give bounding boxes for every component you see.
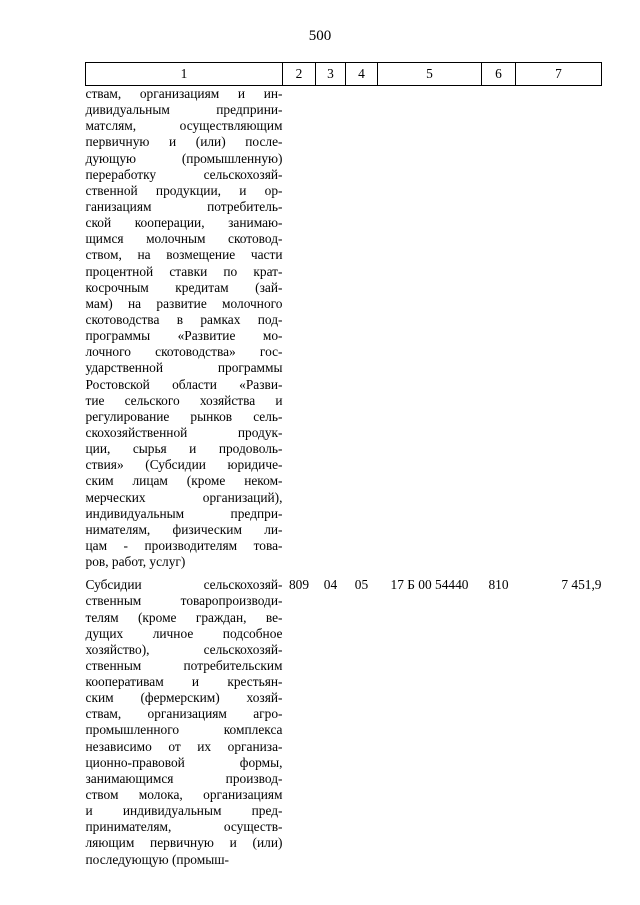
section-code <box>316 86 346 571</box>
description-line: последующую (промыш- <box>85 851 229 867</box>
description-line: первичную и (или) после- <box>85 134 283 150</box>
description-line: регулирование рынков сель- <box>85 408 283 424</box>
description-line: ганизациям потребитель- <box>85 198 283 214</box>
page-number: 500 <box>308 28 332 44</box>
description-line: программы «Развитие мо- <box>85 328 283 344</box>
description-line: ством молока, организациям <box>85 787 283 803</box>
budget-table <box>85 62 602 868</box>
description-line: скотоводства в рамках под- <box>85 311 283 327</box>
header-col-4: 4 <box>346 63 378 86</box>
description-line: дующую (промышленную) <box>85 150 283 166</box>
header-col-6: 6 <box>482 63 516 86</box>
description-line: ским лицам (кроме неком- <box>85 473 283 489</box>
expense-type-code <box>482 86 516 571</box>
table-row <box>86 570 602 868</box>
description-line: промышленного комплекса <box>85 722 283 738</box>
subsection-code: 05 <box>354 577 369 593</box>
section-code: 04 <box>323 577 338 593</box>
target-article-code: 17 Б 00 54440 <box>390 577 469 593</box>
description-line: независимо от их организа- <box>85 738 283 754</box>
subsection-code <box>346 86 378 571</box>
header-col-5: 5 <box>378 63 482 86</box>
description-line: ствия» (Субсидии юридиче- <box>85 457 283 473</box>
description-line: индивидуальным предпри- <box>85 505 283 521</box>
description-line: ской кооперации, занимаю- <box>85 215 283 231</box>
description-line: тие сельского хозяйства и <box>85 392 283 408</box>
amount: 7 451,9 <box>561 577 602 593</box>
description-line: матслям, осуществляющим <box>85 118 283 134</box>
target-article-code <box>378 86 482 571</box>
description-line: Ростовской области «Разви- <box>85 376 283 392</box>
ministry-code: 809 <box>288 577 310 593</box>
description-line: ским (фермерским) хозяй- <box>85 690 283 706</box>
description-line: переработку сельскохозяй- <box>85 166 283 182</box>
description-line: дущих личное подсобное <box>85 625 283 641</box>
description-line: ством, на возмещение части <box>85 247 283 263</box>
description-line: Субсидии сельскохозяй- <box>85 577 283 593</box>
description-line: скохозяйственной продук- <box>85 424 283 440</box>
description-line: мам) на развитие молочного <box>85 295 283 311</box>
header-row <box>86 63 602 86</box>
header-col-3: 3 <box>316 63 346 86</box>
description-line: цам - производителям това- <box>85 537 283 553</box>
table-row <box>86 86 602 571</box>
description-line: ции, сырья и продоволь- <box>85 441 283 457</box>
description-line: косрочным кредитам (зай- <box>85 279 283 295</box>
description-line: ционно-правовой формы, <box>85 754 283 770</box>
description-line: мерческих организаций), <box>85 489 283 505</box>
ministry-code <box>283 86 316 571</box>
header-col-2: 2 <box>283 63 316 86</box>
amount <box>516 86 602 571</box>
header-col-1: 1 <box>86 63 283 86</box>
description-line: ственной продукции, и ор- <box>85 182 283 198</box>
description-line: занимающимся производ- <box>85 770 283 786</box>
description-line: ствам, организациям агро- <box>85 706 283 722</box>
description-line: ров, работ, услуг) <box>85 554 186 570</box>
row-description <box>86 86 283 571</box>
description-line: нимателям, физическим ли- <box>85 521 283 537</box>
description-line: ственным потребительским <box>85 657 283 673</box>
description-line: щимся молочным скотовод- <box>85 231 283 247</box>
description-line: ляющим первичную и (или) <box>85 835 283 851</box>
expense-type-code: 810 <box>488 577 509 593</box>
row-description <box>86 570 283 868</box>
description-line: хозяйство), сельскохозяй- <box>85 641 283 657</box>
description-line: лочного скотоводства» гос- <box>85 344 283 360</box>
description-line: и индивидуальным пред- <box>85 803 283 819</box>
description-line: принимателям, осуществ- <box>85 819 283 835</box>
description-line: телям (кроме граждан, ве- <box>85 609 283 625</box>
description-line: ударственной программы <box>85 360 283 376</box>
description-line: ствам, организациям и ин- <box>85 86 283 101</box>
description-line: процентной ставки по крат- <box>85 263 283 279</box>
description-line: кооперативам и крестьян- <box>85 674 283 690</box>
description-line: ственным товаропроизводи- <box>85 593 283 609</box>
header-col-7: 7 <box>516 63 602 86</box>
description-line: дивидуальным предприни- <box>85 102 283 118</box>
